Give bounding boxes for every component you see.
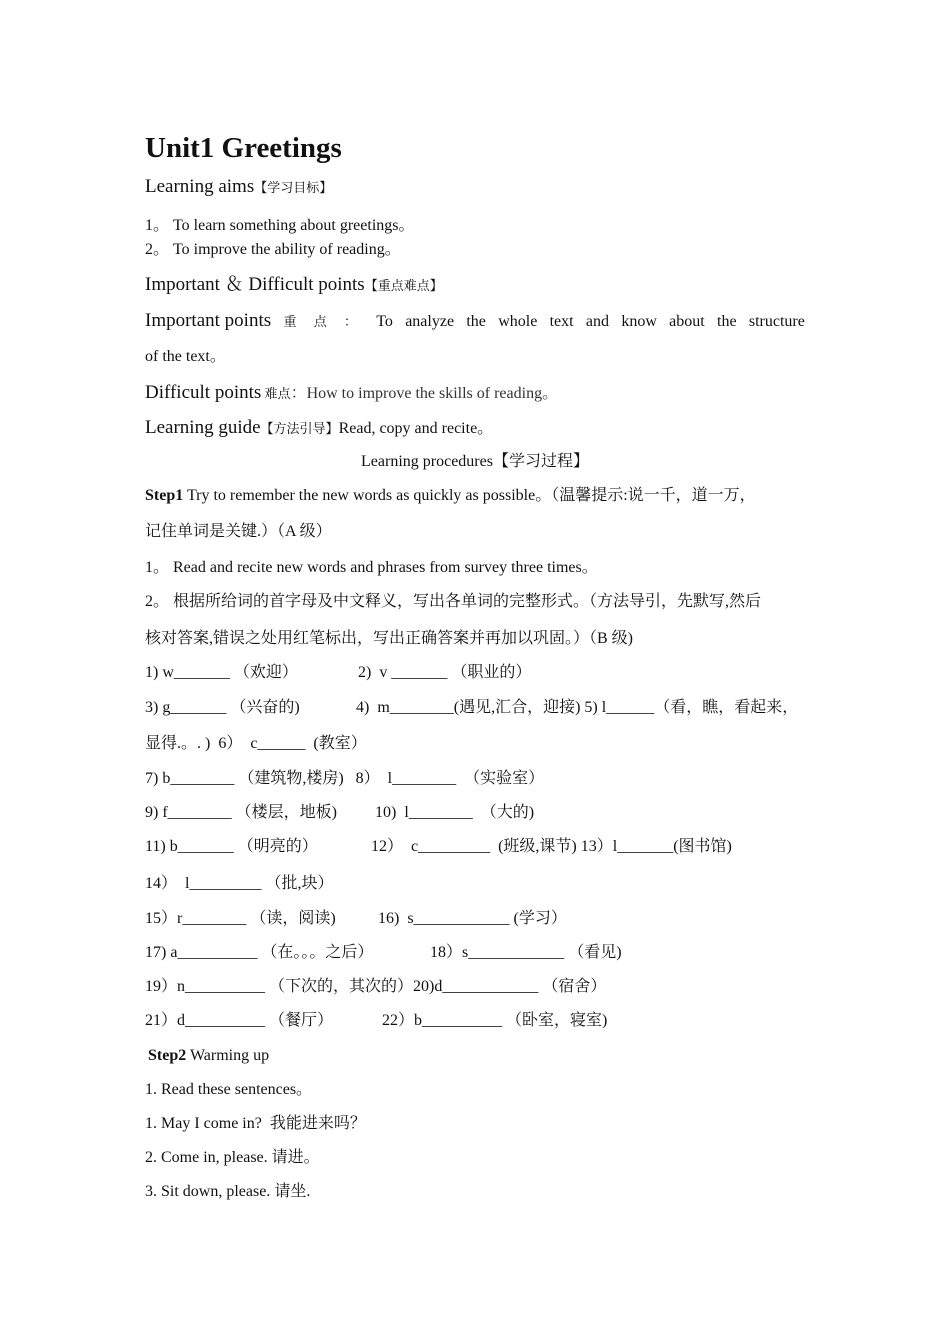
step1-item-cont: 核对答案,错误之处用红笔标出，写出正确答案并再加以巩固。）（B 级)	[145, 630, 634, 647]
step1-item: 1。 Read and recite new words and phrases from survey three times。	[145, 559, 598, 576]
learning-guide-line: Learning guide【方法引导】Read, copy and recite。	[145, 417, 494, 438]
points-heading: Important ＆ Difficult points【重点难点】	[145, 274, 443, 295]
step2-line: 3. Sit down, please. 请坐.	[145, 1183, 311, 1200]
procedures-heading: Learning procedures【学习过程】	[361, 453, 589, 470]
difficult-points-line: Difficult points 难点：How to improve the skills of reading。	[145, 382, 559, 403]
learning-aims-heading: Learning aims【学习目标】	[145, 176, 333, 197]
step2-line: 1. May I come in? 我能进来吗？	[145, 1115, 366, 1132]
important-points-continued: of the text。	[145, 348, 226, 365]
important-points-line: Important points 重 点 ： To analyze the whole text and know about the structure	[145, 310, 805, 331]
step1-instruction-cont: 记住单词是关键.）（A 级）	[145, 523, 332, 540]
step2-line: 2. Come in, please. 请进。	[145, 1149, 320, 1166]
step2-line: 1. Read these sentences。	[145, 1081, 313, 1098]
aim-item: 1。 To learn something about greetings。	[145, 217, 415, 234]
step1-item: 2。 根据所给词的首字母及中文释义，写出各单词的完整形式。（方法导引，先默写,然后	[145, 593, 762, 610]
step2-heading: Step2 Warming up	[148, 1047, 270, 1064]
step1-instruction: Step1 Try to remember the new words as quickly as possible。（温馨提示:说一千，道一万，	[145, 487, 756, 504]
page-title: Unit1 Greetings	[145, 132, 342, 164]
aim-item: 2。 To improve the ability of reading。	[145, 241, 401, 258]
